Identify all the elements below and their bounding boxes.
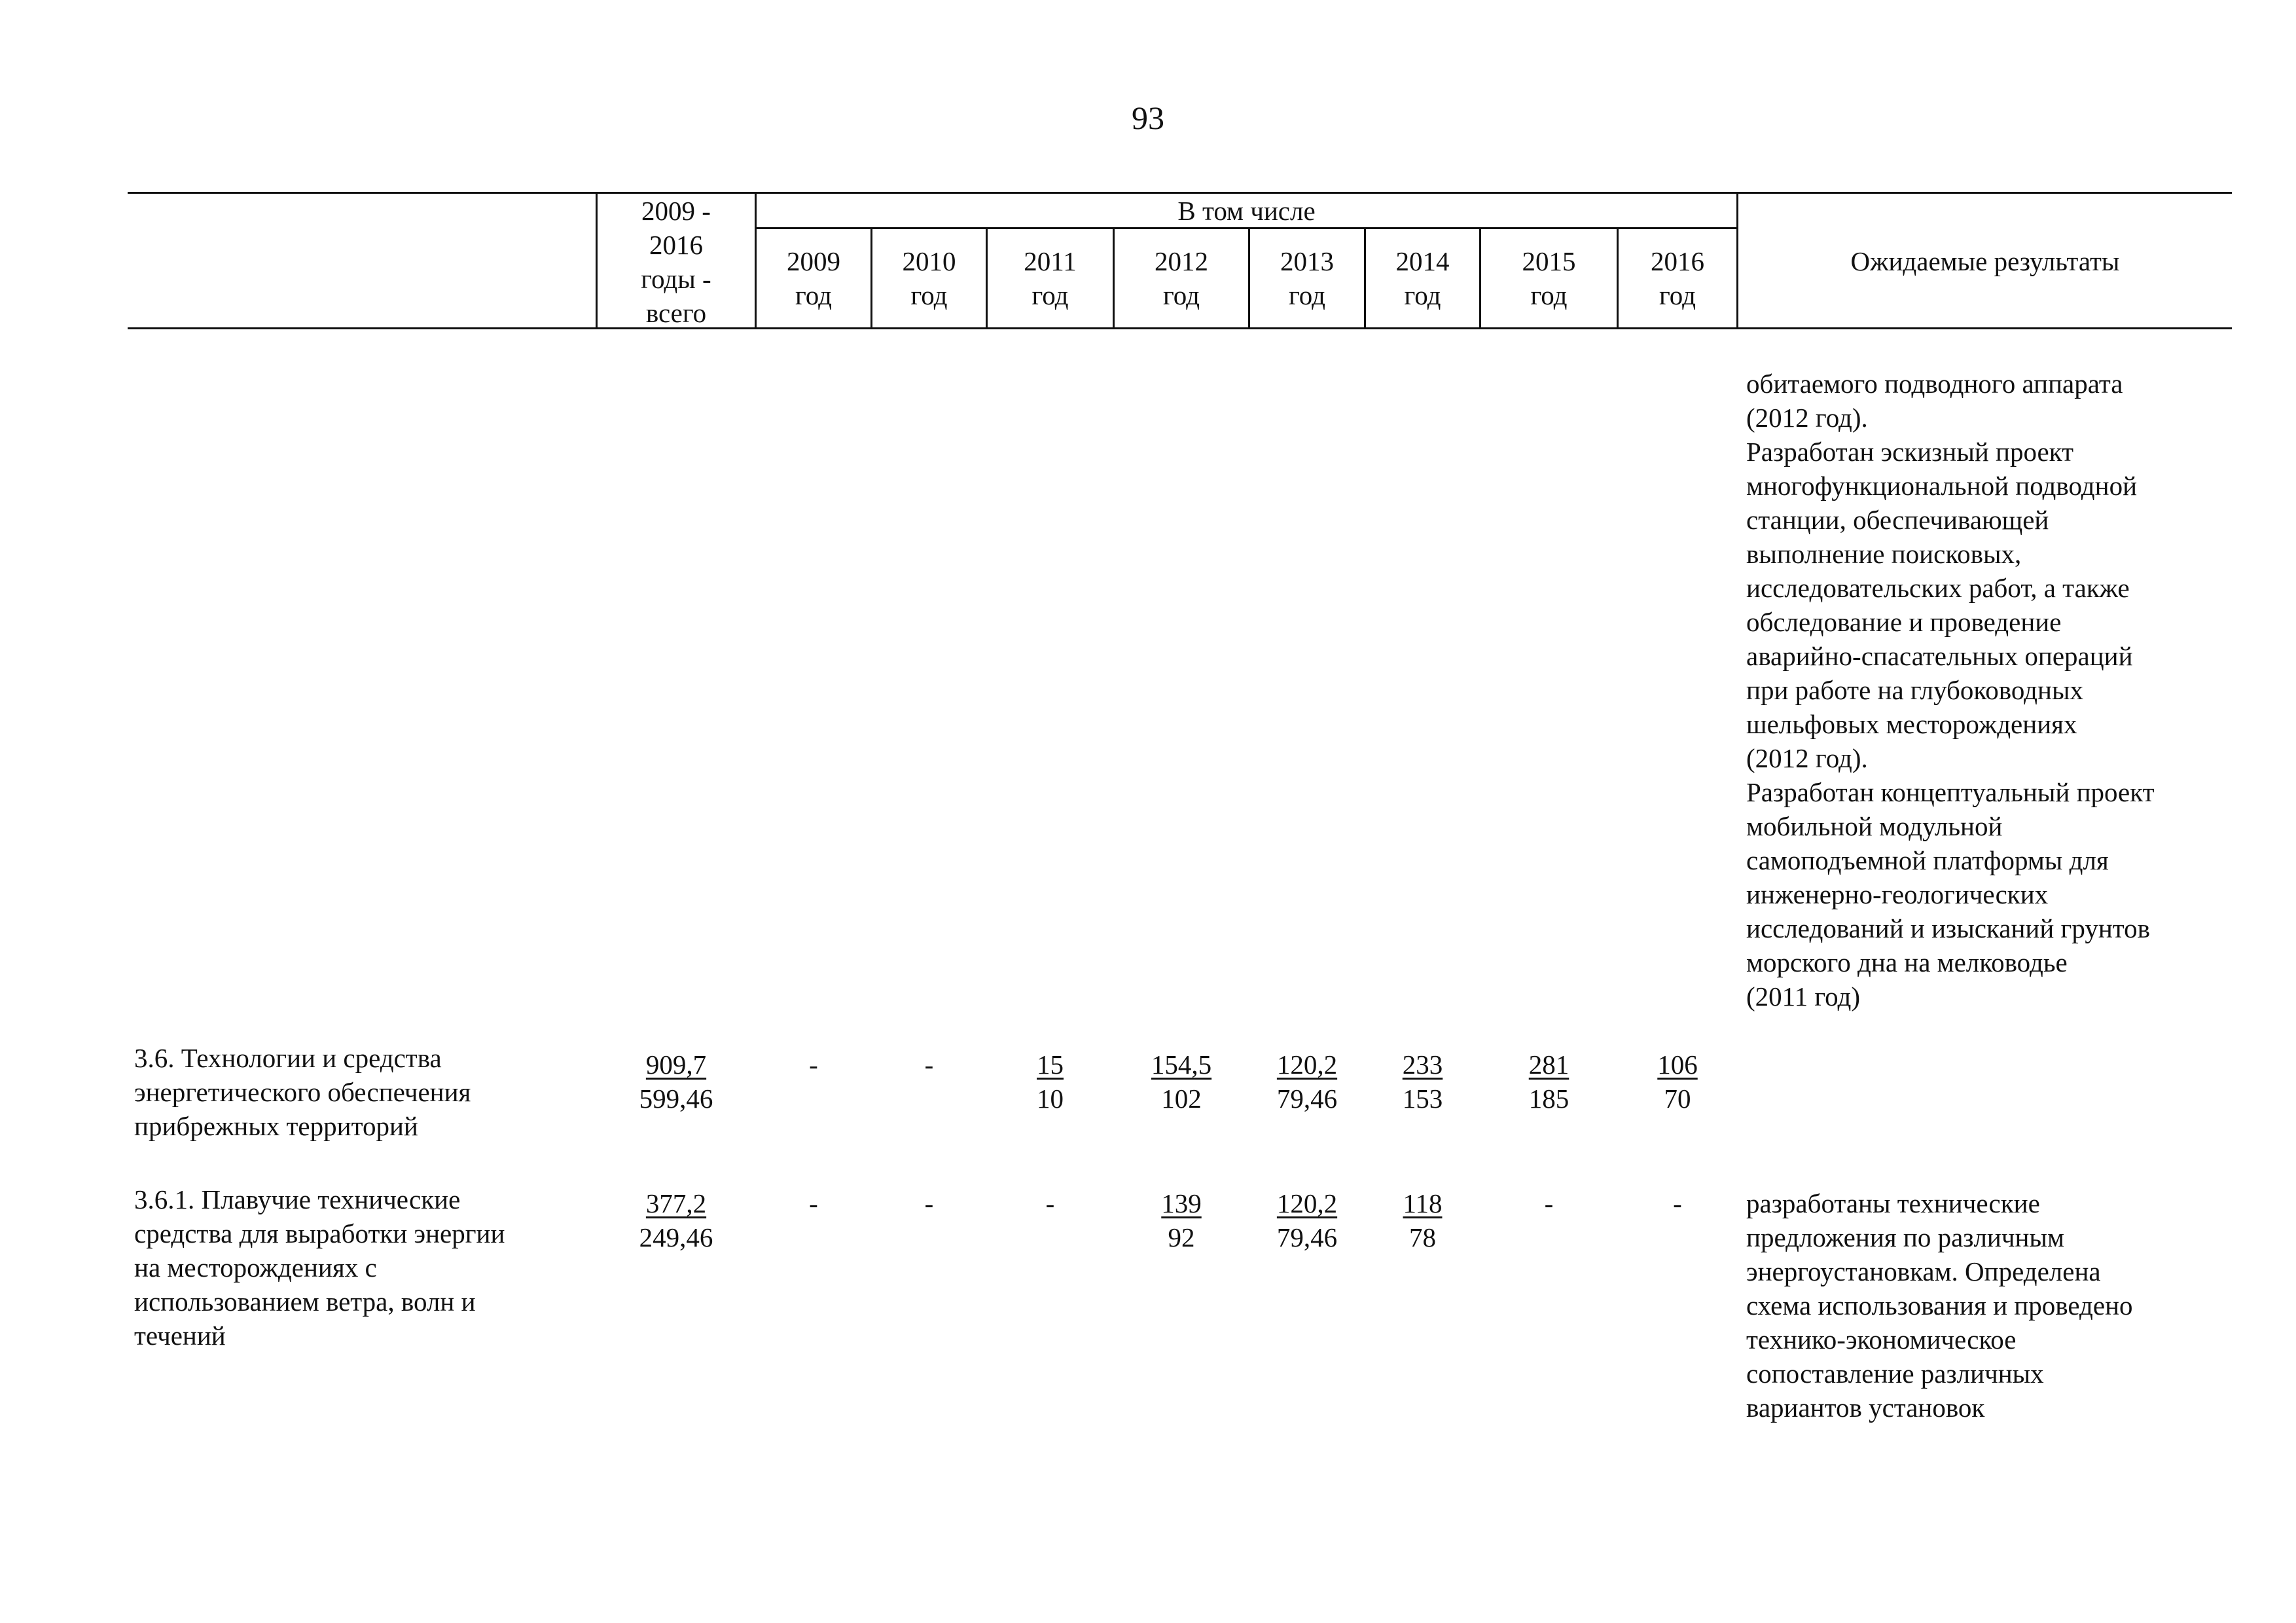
row-3-6-1-year-2011: - — [1045, 1188, 1055, 1218]
row-3-6-year-2012: 154,5 102 — [1151, 1049, 1212, 1114]
header-year-2011: 2011 год — [1024, 246, 1077, 310]
row-3-6-1-year-2010: - — [924, 1188, 934, 1218]
row-3-6-year-2016: 106 70 — [1657, 1049, 1698, 1114]
row-3-6-1-year-2009: - — [809, 1188, 818, 1218]
row-3-6-1-year-2013: 120,2 79,46 — [1276, 1188, 1338, 1252]
header-expected-results: Ожидаемые результаты — [1850, 246, 2120, 276]
row-3-6-year-2013: 120,2 79,46 — [1276, 1049, 1338, 1114]
continued-results-text: обитаемого подводного аппарата (2012 год). Разработан эскизный проект многофункциональной подводной станции, обеспечивающей выполнение поисковых, исследовательских работ, а также обследование и проведение аварийно-спасательных операций при работе на глубоководных шельфовых месторождениях (2012 год). Разработан концептуальный проект мобильной модульной самоподъемной платформы для инженерно-геологических исследований и изысканий грунтов морского дна на мелководье (2011 год) — [1746, 369, 2155, 1012]
header-year-2010: 2010 год — [902, 246, 956, 310]
row-3-6-1-year-2016: - — [1673, 1188, 1682, 1218]
header-group-label: В том числе — [1177, 196, 1316, 226]
row-3-6-1-year-2012: 139 92 — [1161, 1188, 1202, 1252]
row-3-6-total: 909,7 599,46 — [639, 1049, 713, 1114]
row-3-6-1-year-2014: 118 78 — [1403, 1188, 1443, 1252]
page-number: 93 — [1132, 100, 1164, 136]
row-3-6-1-total: 377,2 249,46 — [639, 1188, 713, 1252]
header-year-2015: 2015 год — [1522, 246, 1576, 310]
header-total-years: 2009 - 2016 годы - всего — [641, 196, 711, 328]
row-3-6-year-2010: - — [924, 1049, 934, 1080]
header-year-2009: 2009 год — [787, 246, 840, 310]
row-3-6-1-result: разработаны технические предложения по различным энергоустановкам. Определена схема использования и проведено технико-экономическое сопоставление различных вариантов установок — [1746, 1188, 2133, 1423]
row-3-6-1-name: 3.6.1. Плавучие технические средства для выработки энергии на месторождениях с использованием ветра, волн и течений — [134, 1184, 505, 1351]
row-3-6-year-2015: 281 185 — [1528, 1049, 1570, 1114]
row-3-6-year-2014: 233 153 — [1402, 1049, 1443, 1114]
row-3-6-year-2011: 15 10 — [1037, 1049, 1064, 1114]
row-3-6-year-2009: - — [809, 1049, 818, 1080]
row-3-6-name: 3.6. Технологии и средства энергетического обеспечения прибрежных территорий — [134, 1043, 471, 1141]
header-year-2013: 2013 год — [1280, 246, 1334, 310]
header-year-2016: 2016 год — [1651, 246, 1704, 310]
header-year-2014: 2014 год — [1395, 246, 1450, 310]
header-year-2012: 2012 год — [1155, 246, 1208, 310]
row-3-6-1-year-2015: - — [1544, 1188, 1554, 1218]
table-header-bottom-border — [128, 327, 2232, 329]
